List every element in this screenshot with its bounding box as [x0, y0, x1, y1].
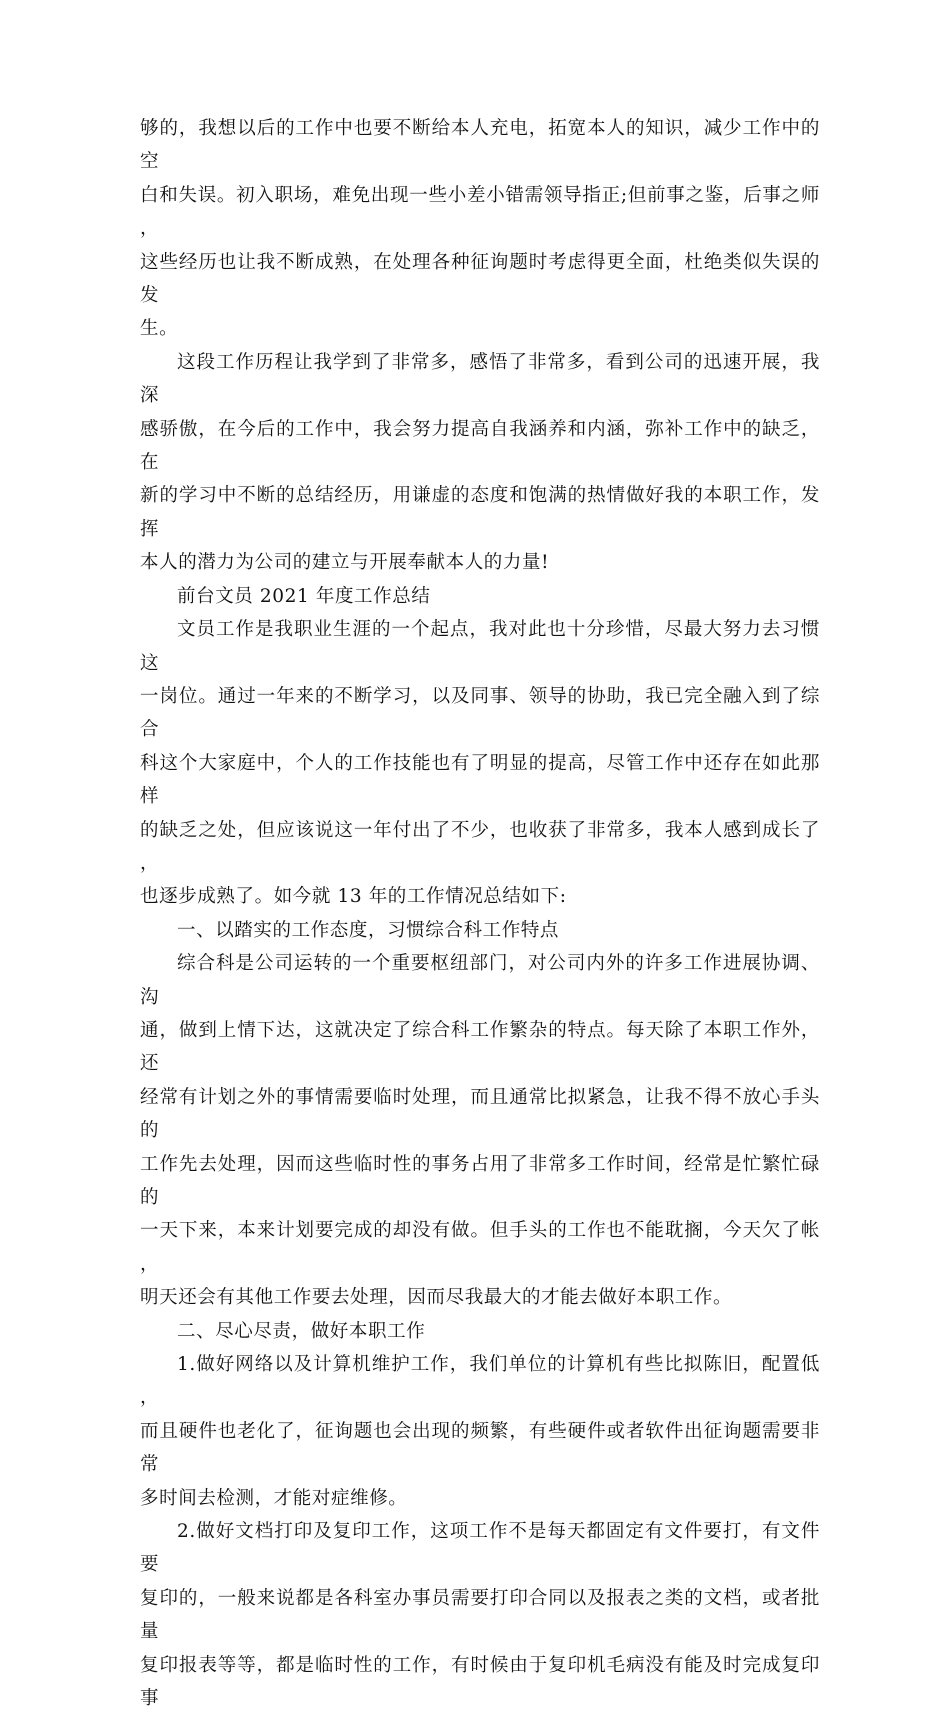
paragraph [140, 1315, 820, 1348]
text-line: 文员工作是我职业生涯的一个起点，我对此也十分珍惜，尽最大努力去习惯这 [140, 619, 820, 674]
text-line: 2.做好文档打印及复印工作，这项工作不是每天都固定有文件要打，有文件要 [140, 1521, 820, 1576]
paragraph [140, 580, 820, 613]
text-line: 一岗位。通过一年来的不断学习，以及同事、领导的协助，我已完全融入到了综合 [140, 685, 820, 741]
paragraph [140, 1348, 820, 1515]
text-line: 通，做到上情下达，这就决定了综合科工作繁杂的特点。每天除了本职工作外，还 [140, 1019, 820, 1075]
text-line: 前台文员 2021 年度工作总结 [177, 585, 431, 607]
text-line: 也逐步成熟了。如今就 13 年的工作情况总结如下: [140, 886, 567, 908]
text-line: 本人的潜力为公司的建立与开展奉献本人的力量! [140, 552, 550, 574]
text-line: 科这个大家庭中，个人的工作技能也有了明显的提高，尽管工作中还存在如此那样 [140, 752, 820, 808]
text-line: 多时间去检测，才能对症维修。 [140, 1487, 408, 1509]
text-line: 一、以踏实的工作态度，习惯综合科工作特点 [177, 919, 560, 941]
text-line: 综合科是公司运转的一个重要枢纽部门，对公司内外的许多工作进展协调、沟 [140, 953, 820, 1008]
text-line: 一天下来，本来计划要完成的却没有做。但手头的工作也不能耽搁，今天欠了帐， [140, 1220, 820, 1275]
text-line: 生。 [140, 318, 179, 340]
document-body [140, 112, 820, 1716]
text-line: 这段工作历程让我学到了非常多，感悟了非常多，看到公司的迅速开展，我深 [140, 351, 820, 407]
text-line: 够的，我想以后的工作中也要不断给本人充电，拓宽本人的知识，减少工作中的空 [140, 118, 820, 173]
text-line: 复印的，一般来说都是各科室办事员需要打印合同以及报表之类的文档，或者批量 [140, 1587, 820, 1643]
paragraph [140, 346, 820, 580]
text-line: 新的学习中不断的总结经历，用谦虚的态度和饱满的热情做好我的本职工作，发挥 [140, 485, 820, 540]
paragraph [140, 914, 820, 947]
text-line: 复印报表等等，都是临时性的工作，有时候由于复印机毛病没有能及时完成复印事 [140, 1654, 820, 1710]
paragraph [140, 613, 820, 914]
text-line: 明天还会有其他工作要去处理，因而尽我最大的才能去做好本职工作。 [140, 1287, 733, 1309]
text-line: 经常有计划之外的事情需要临时处理，而且通常比拟紧急，让我不得不放心手头的 [140, 1086, 820, 1142]
paragraph [140, 1515, 820, 1715]
text-line: 而且硬件也老化了，征询题也会出现的频繁，有些硬件或者软件出征询题需要非常 [140, 1420, 820, 1476]
text-line: 二、尽心尽责，做好本职工作 [177, 1320, 426, 1342]
text-line: 1.做好网络以及计算机维护工作，我们单位的计算机有些比拟陈旧，配置低， [140, 1354, 820, 1409]
paragraph [140, 112, 820, 346]
text-line: 这些经历也让我不断成熟，在处理各种征询题时考虑得更全面，杜绝类似失误的发 [140, 251, 820, 307]
text-line: 工作先去处理，因而这些临时性的事务占用了非常多工作时间，经常是忙繁忙碌的 [140, 1153, 820, 1208]
text-line: 的缺乏之处，但应该说这一年付出了不少，也收获了非常多，我本人感到成长了， [140, 819, 820, 874]
text-line: 白和失误。初入职场，难免出现一些小差小错需领导指正;但前事之鉴，后事之师， [140, 184, 820, 240]
text-line: 感骄傲，在今后的工作中，我会努力提高自我涵养和内涵，弥补工作中的缺乏，在 [140, 418, 820, 474]
paragraph [140, 947, 820, 1314]
